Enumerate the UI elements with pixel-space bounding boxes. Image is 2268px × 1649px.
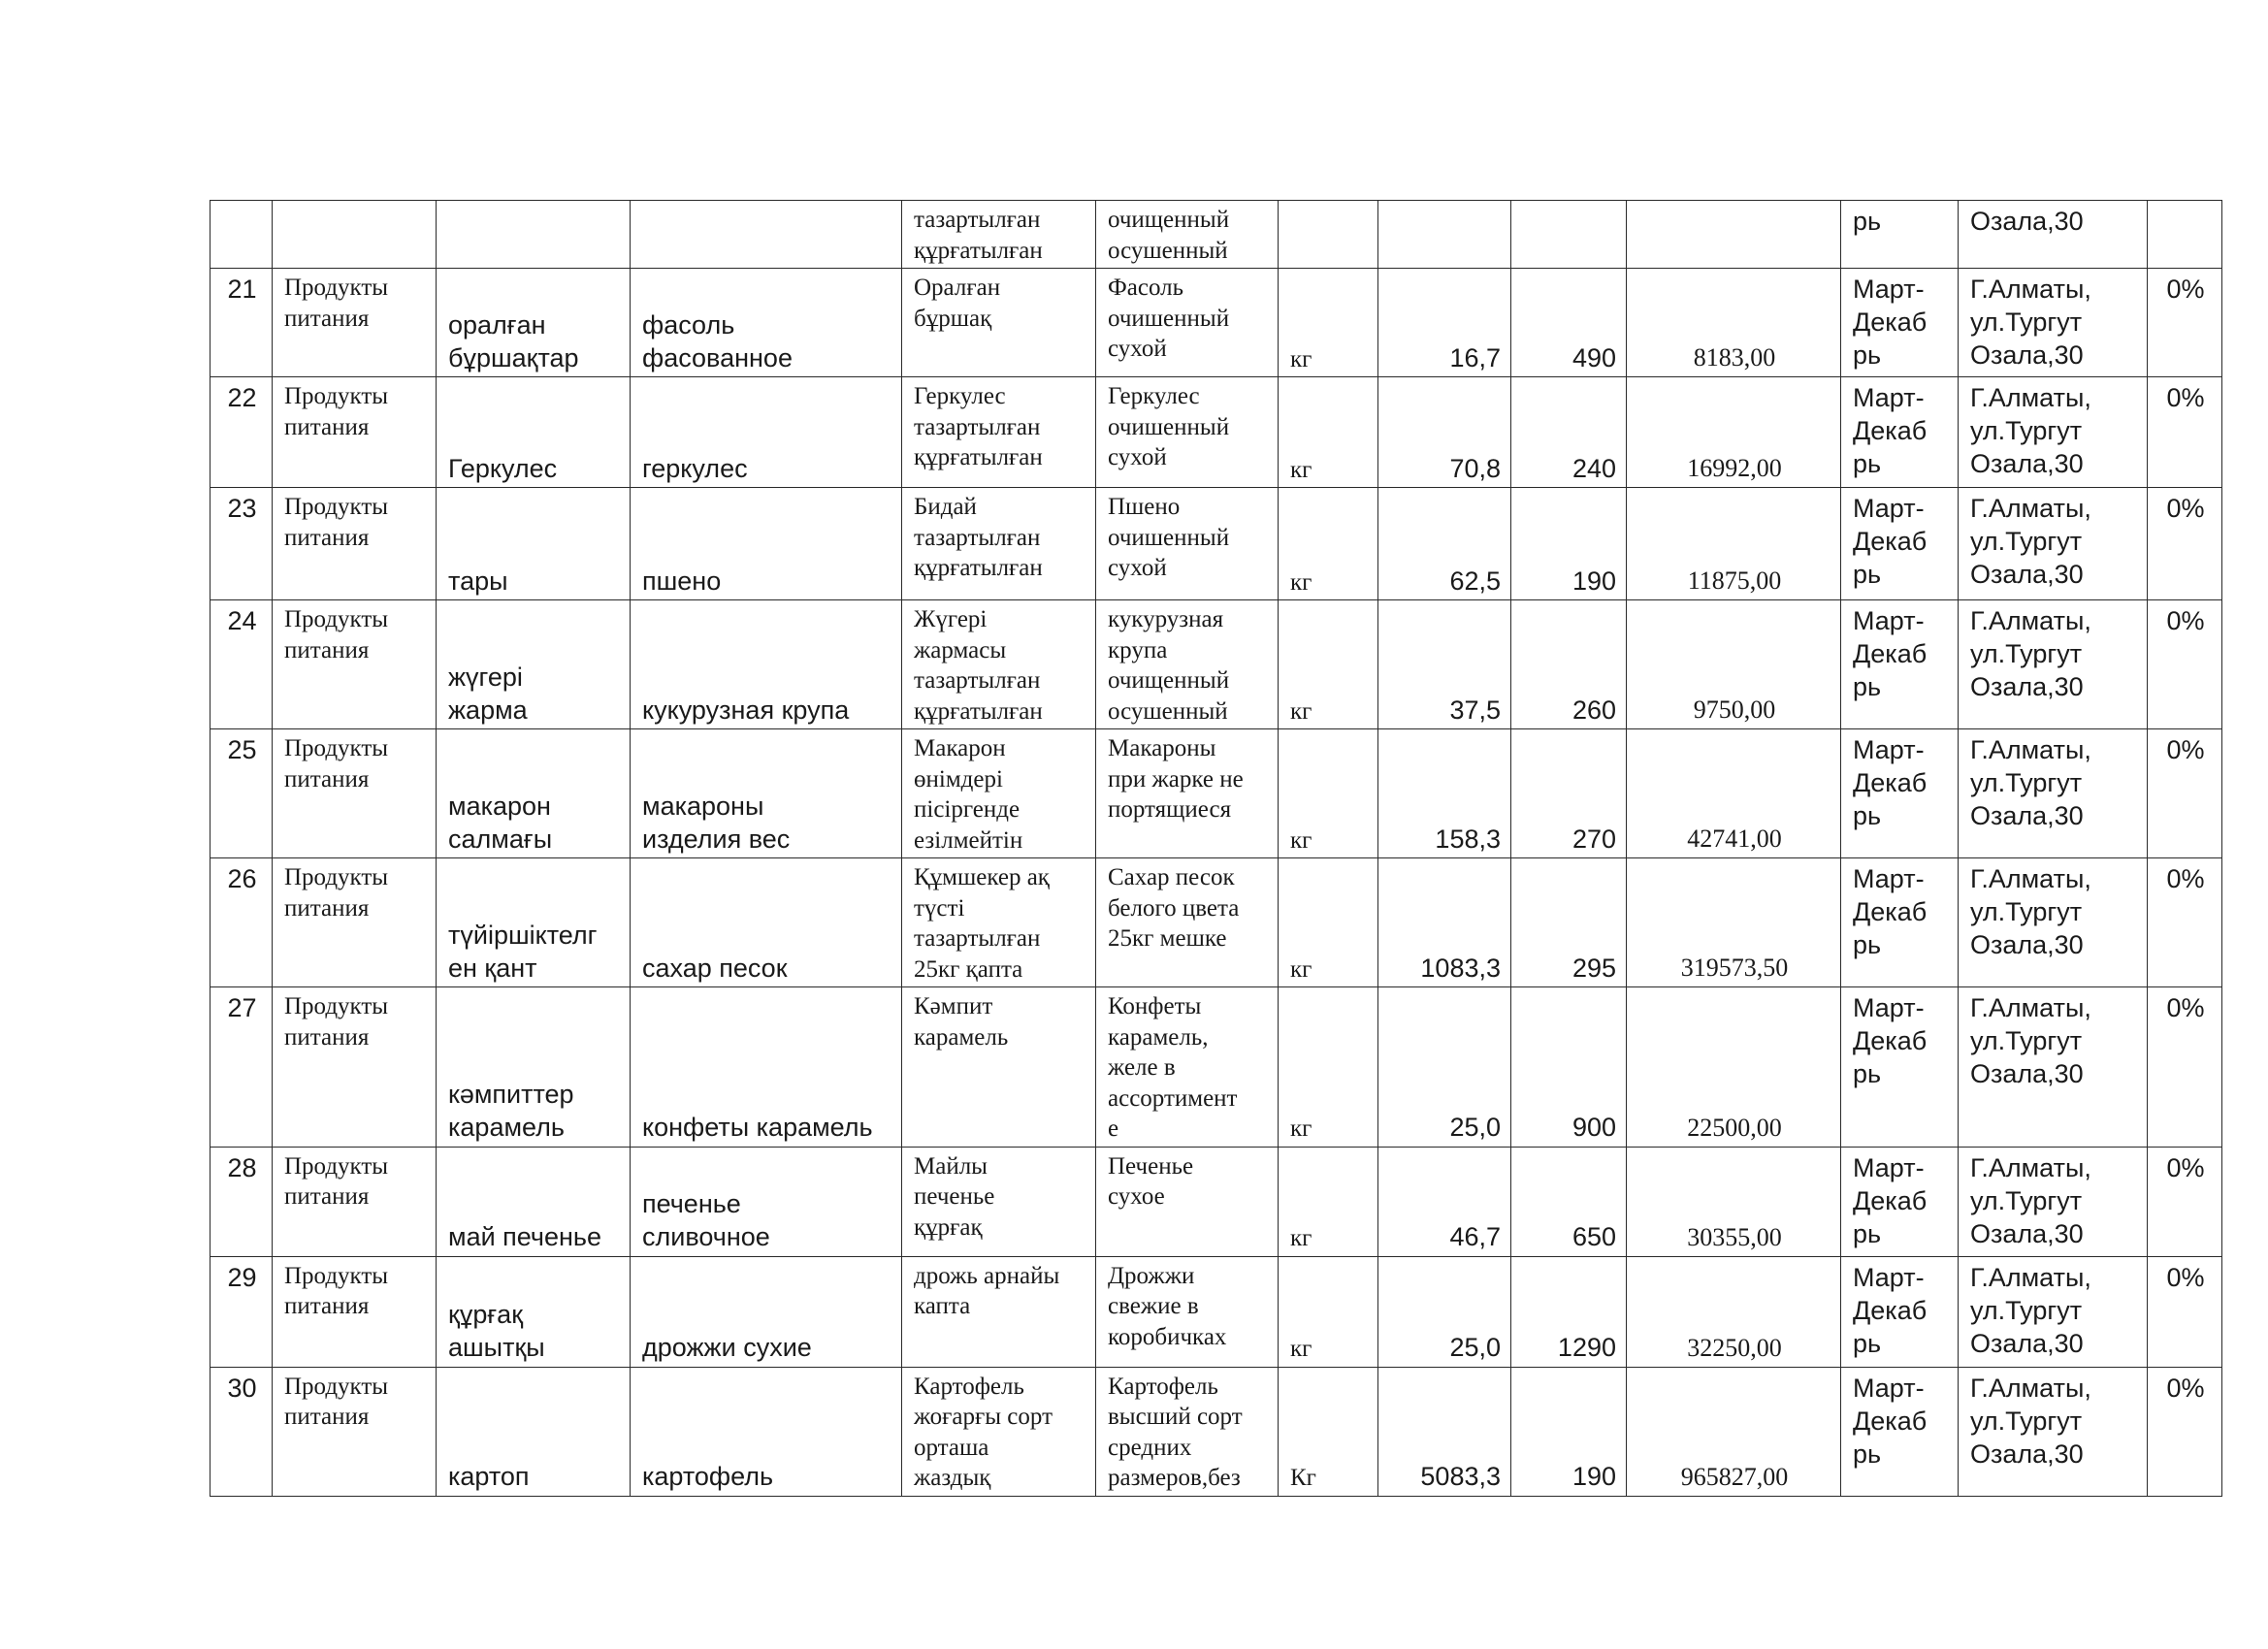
place-cell: Г.Алматы, ул.Тургут Озала,30: [1959, 600, 2148, 729]
name-kz-cell: Геркулес: [437, 377, 631, 488]
total-cell: 16992,00: [1627, 377, 1841, 488]
spec-ru-cell: Конфеты карамель, желе в ассортимент е: [1096, 987, 1279, 1148]
procurement-table: [210, 200, 2222, 1497]
place-cell: Г.Алматы, ул.Тургут Озала,30: [1959, 1256, 2148, 1367]
period-cell: Март- Декаб рь: [1841, 1147, 1959, 1256]
period-cell: Март- Декаб рь: [1841, 488, 1959, 600]
cell-empty: [2148, 201, 2222, 269]
table-row: [211, 729, 2222, 858]
row-number-cell: 22: [211, 377, 273, 488]
price-cell: 190: [1511, 1367, 1627, 1496]
unit-cell: кг: [1279, 1256, 1378, 1367]
name-ru-cell: сахар песок: [631, 858, 902, 987]
period-cell: Март- Декаб рь: [1841, 1256, 1959, 1367]
category-cell: Продукты питания: [273, 987, 437, 1148]
row-number-cell: 24: [211, 600, 273, 729]
category-cell: Продукты питания: [273, 377, 437, 488]
name-kz-cell: кәмпиттер карамель: [437, 987, 631, 1148]
name-ru-cell: печенье сливочное: [631, 1147, 902, 1256]
period-cell: Март- Декаб рь: [1841, 600, 1959, 729]
category-cell: Продукты питания: [273, 729, 437, 858]
total-cell: 965827,00: [1627, 1367, 1841, 1496]
price-cell: 190: [1511, 488, 1627, 600]
name-kz-cell: макарон салмағы: [437, 729, 631, 858]
spec-ru-cell: Геркулес очишенный сухой: [1096, 377, 1279, 488]
total-cell: 42741,00: [1627, 729, 1841, 858]
spec-kz-cell: Картофель жоғарғы сорт орташа жаздық: [902, 1367, 1096, 1496]
period-cell: Март- Декаб рь: [1841, 1367, 1959, 1496]
quantity-cell: 158,3: [1378, 729, 1511, 858]
percent-cell: 0%: [2148, 858, 2222, 987]
name-ru-cell: конфеты карамель: [631, 987, 902, 1148]
row-number-cell: 26: [211, 858, 273, 987]
spec-kz-cell: Макарон өнімдері пісіргенде езілмейтін: [902, 729, 1096, 858]
total-cell: 319573,50: [1627, 858, 1841, 987]
unit-cell: кг: [1279, 600, 1378, 729]
spec-ru-cell: Печенье сухое: [1096, 1147, 1279, 1256]
price-cell: 295: [1511, 858, 1627, 987]
price-cell: 260: [1511, 600, 1627, 729]
cell-empty: [631, 201, 902, 269]
spec-ru-cell: кукурузная крупа очищенный осушенный: [1096, 600, 1279, 729]
row-number-cell: 23: [211, 488, 273, 600]
name-ru-cell: кукурузная крупа: [631, 600, 902, 729]
period-cell: Март- Декаб рь: [1841, 377, 1959, 488]
percent-cell: 0%: [2148, 377, 2222, 488]
row-number-cell: 27: [211, 987, 273, 1148]
quantity-cell: 70,8: [1378, 377, 1511, 488]
quantity-cell: 37,5: [1378, 600, 1511, 729]
name-kz-cell: май печенье: [437, 1147, 631, 1256]
name-ru-cell: картофель: [631, 1367, 902, 1496]
cell-empty: [1511, 201, 1627, 269]
spec-kz-cell: Кәмпит карамель: [902, 987, 1096, 1148]
percent-cell: 0%: [2148, 729, 2222, 858]
quantity-cell: 25,0: [1378, 1256, 1511, 1367]
unit-cell: Кг: [1279, 1367, 1378, 1496]
quantity-cell: 5083,3: [1378, 1367, 1511, 1496]
quantity-cell: 1083,3: [1378, 858, 1511, 987]
place-cell: Г.Алматы, ул.Тургут Озала,30: [1959, 488, 2148, 600]
spec-ru-cell: Сахар песок белого цвета 25кг мешке: [1096, 858, 1279, 987]
row-number-cell: 28: [211, 1147, 273, 1256]
table-row: [211, 987, 2222, 1148]
place-cell: Озала,30: [1959, 201, 2148, 269]
row-number-cell: 29: [211, 1256, 273, 1367]
spec-kz-cell: Геркулес тазартылған құрғатылған: [902, 377, 1096, 488]
percent-cell: 0%: [2148, 987, 2222, 1148]
price-cell: 900: [1511, 987, 1627, 1148]
category-cell: Продукты питания: [273, 1367, 437, 1496]
unit-cell: кг: [1279, 987, 1378, 1148]
name-kz-cell: жүгері жарма: [437, 600, 631, 729]
cell-empty: [1378, 201, 1511, 269]
quantity-cell: 25,0: [1378, 987, 1511, 1148]
name-kz-cell: оралған бұршақтар: [437, 269, 631, 377]
table-row: [211, 1256, 2222, 1367]
percent-cell: 0%: [2148, 269, 2222, 377]
total-cell: 8183,00: [1627, 269, 1841, 377]
table-row: [211, 858, 2222, 987]
name-ru-cell: фасоль фасованное: [631, 269, 902, 377]
spec-ru-cell: Картофель высший сорт средних размеров,без: [1096, 1367, 1279, 1496]
spec-ru-cell: Фасоль очишенный сухой: [1096, 269, 1279, 377]
category-cell: Продукты питания: [273, 269, 437, 377]
place-cell: Г.Алматы, ул.Тургут Озала,30: [1959, 858, 2148, 987]
period-cell: Март- Декаб рь: [1841, 987, 1959, 1148]
unit-cell: кг: [1279, 488, 1378, 600]
table-row: [211, 1147, 2222, 1256]
percent-cell: 0%: [2148, 1256, 2222, 1367]
percent-cell: 0%: [2148, 600, 2222, 729]
unit-cell: кг: [1279, 858, 1378, 987]
spec-kz-cell: Бидай тазартылған құрғатылған: [902, 488, 1096, 600]
total-cell: 22500,00: [1627, 987, 1841, 1148]
unit-cell: кг: [1279, 1147, 1378, 1256]
name-kz-cell: тары: [437, 488, 631, 600]
total-cell: 32250,00: [1627, 1256, 1841, 1367]
spec-ru-cell: очищенный осушенный: [1096, 201, 1279, 269]
name-kz-cell: құрғақ ашытқы: [437, 1256, 631, 1367]
place-cell: Г.Алматы, ул.Тургут Озала,30: [1959, 377, 2148, 488]
name-kz-cell: түйіршіктелг ен қант: [437, 858, 631, 987]
spec-kz-cell: Құмшекер ақ түсті тазартылған 25кг қапта: [902, 858, 1096, 987]
row-number-cell: 21: [211, 269, 273, 377]
percent-cell: 0%: [2148, 488, 2222, 600]
table-row: [211, 1367, 2222, 1496]
price-cell: 650: [1511, 1147, 1627, 1256]
quantity-cell: 16,7: [1378, 269, 1511, 377]
period-cell: Март- Декаб рь: [1841, 729, 1959, 858]
cell-empty: [211, 201, 273, 269]
category-cell: Продукты питания: [273, 1147, 437, 1256]
spec-ru-cell: Пшено очишенный сухой: [1096, 488, 1279, 600]
price-cell: 240: [1511, 377, 1627, 488]
category-cell: Продукты питания: [273, 1256, 437, 1367]
category-cell: Продукты питания: [273, 858, 437, 987]
period-cell: Март- Декаб рь: [1841, 858, 1959, 987]
name-ru-cell: геркулес: [631, 377, 902, 488]
name-ru-cell: макароны изделия вес: [631, 729, 902, 858]
place-cell: Г.Алматы, ул.Тургут Озала,30: [1959, 1147, 2148, 1256]
period-cell: рь: [1841, 201, 1959, 269]
spec-kz-cell: Майлы печенье құрғақ: [902, 1147, 1096, 1256]
spec-kz-cell: Жүгері жармасы тазартылған құрғатылған: [902, 600, 1096, 729]
row-number-cell: 30: [211, 1367, 273, 1496]
price-cell: 1290: [1511, 1256, 1627, 1367]
name-ru-cell: пшено: [631, 488, 902, 600]
total-cell: 11875,00: [1627, 488, 1841, 600]
table-row: [211, 377, 2222, 488]
category-cell: Продукты питания: [273, 488, 437, 600]
table-row: [211, 488, 2222, 600]
unit-cell: кг: [1279, 269, 1378, 377]
unit-cell: кг: [1279, 729, 1378, 858]
percent-cell: 0%: [2148, 1367, 2222, 1496]
cell-empty: [1627, 201, 1841, 269]
row-number-cell: 25: [211, 729, 273, 858]
place-cell: Г.Алматы, ул.Тургут Озала,30: [1959, 1367, 2148, 1496]
unit-cell: кг: [1279, 377, 1378, 488]
period-cell: Март- Декаб рь: [1841, 269, 1959, 377]
total-cell: 9750,00: [1627, 600, 1841, 729]
percent-cell: 0%: [2148, 1147, 2222, 1256]
price-cell: 490: [1511, 269, 1627, 377]
quantity-cell: 46,7: [1378, 1147, 1511, 1256]
price-cell: 270: [1511, 729, 1627, 858]
place-cell: Г.Алматы, ул.Тургут Озала,30: [1959, 987, 2148, 1148]
cell-empty: [1279, 201, 1378, 269]
place-cell: Г.Алматы, ул.Тургут Озала,30: [1959, 269, 2148, 377]
spec-kz-cell: Оралған бұршақ: [902, 269, 1096, 377]
name-ru-cell: дрожжи сухие: [631, 1256, 902, 1367]
continuation-row: [211, 201, 2222, 269]
category-cell: Продукты питания: [273, 600, 437, 729]
total-cell: 30355,00: [1627, 1147, 1841, 1256]
table-row: [211, 600, 2222, 729]
spec-kz-cell: дрожь арнайы капта: [902, 1256, 1096, 1367]
spec-ru-cell: Макароны при жарке не портящиеся: [1096, 729, 1279, 858]
name-kz-cell: картоп: [437, 1367, 631, 1496]
quantity-cell: 62,5: [1378, 488, 1511, 600]
table-row: [211, 269, 2222, 377]
spec-kz-cell: тазартылған құрғатылған: [902, 201, 1096, 269]
spec-ru-cell: Дрожжи свежие в коробичках: [1096, 1256, 1279, 1367]
procurement-table-page: [210, 200, 2221, 1497]
cell-empty: [437, 201, 631, 269]
cell-empty: [273, 201, 437, 269]
place-cell: Г.Алматы, ул.Тургут Озала,30: [1959, 729, 2148, 858]
